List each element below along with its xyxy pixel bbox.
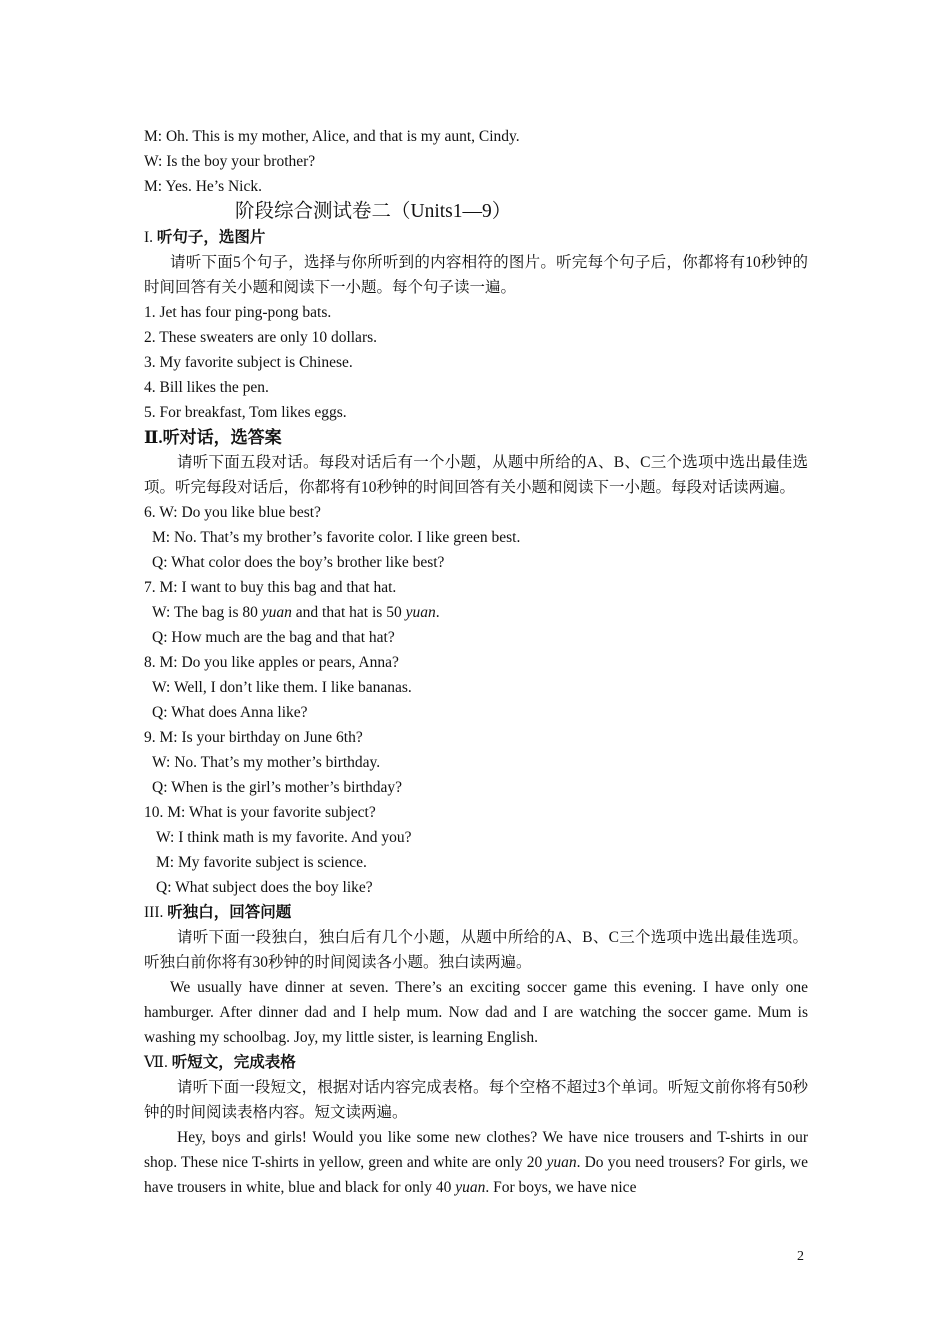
dialogue-line: Q: What subject does the boy like? [156,879,373,896]
dialogue-line: 6. W: Do you like blue best? [144,504,321,521]
italic-word: yuan [546,1154,577,1171]
question-item: 5. For breakfast, Tom likes eggs. [144,404,347,421]
dialogue-line: W: No. That’s my mother’s birthday. [152,754,381,771]
section-label: 听独白，回答问题 [167,904,292,921]
text-run: and that hat is 50 [291,604,406,621]
dialogue-line: M: No. That’s my brother’s favorite color. I like green best. [152,529,521,546]
section-number: Ⅱ. [144,428,163,447]
section-3-heading [144,900,808,925]
dialogue-line: M: Oh. This is my mother, Alice, and that is my aunt, Cindy. [144,128,520,145]
test-title: 阶段综合测试卷二（Units1—9） [235,201,512,222]
dialogue-line: 10. M: What is your favorite subject? [144,804,376,821]
section-7-instruction: 请听下面一段短文，根据对话内容完成表格。每个空格不超过3个单词。听短文前你将有50秒钟的时间阅读表格内容。短文读两遍。 [144,1079,808,1121]
question-item: 4. Bill likes the pen. [144,379,269,396]
text-run: Hey, boys and girls! Would you like some new clothes? We have nice trousers and T-shirts in our shop. These nice T-shirts in yellow, green and white are only 20 [144,1129,808,1171]
text-run: . For boys, we have nice [485,1179,637,1196]
question-item: 2. These sweaters are only 10 dollars. [144,329,378,346]
dialogue-line: W: I think math is my favorite. And you? [156,829,412,846]
text-run: W: The bag is 80 [152,604,262,621]
passage-text [144,1125,808,1200]
text-run: . Do you need trousers? For girls, we have trousers in white, blue and black for only 40 [144,1154,808,1196]
dialogue-line: W: Well, I don’t like them. I like bananas. [152,679,412,696]
dialogue-line [144,600,808,625]
section-1-instruction: 请听下面5个句子，选择与你所听到的内容相符的图片。听完每个句子后，你都将有10秒钟的时间回答有关小题和阅读下一小题。每个句子读一遍。 [144,254,808,296]
dialogue-line: 9. M: Is your birthday on June 6th? [144,729,363,746]
section-label: 听句子，选图片 [156,229,266,246]
question-item: 1. Jet has four ping-pong bats. [144,304,332,321]
section-2-heading [144,425,808,450]
section-2-instruction: 请听下面五段对话。每段对话后有一个小题，从题中所给的A、B、C三个选项中选出最佳选项。听完每段对话后，你都将有10秒钟的时间回答有关小题和阅读下一小题。每段对话读两遍。 [144,454,808,496]
italic-word: yuan [261,604,292,621]
text-run: . [435,604,440,621]
section-number: I. [144,229,154,246]
italic-word: yuan [455,1179,486,1196]
section-number: Ⅶ. [144,1054,168,1071]
section-7-heading [144,1050,808,1075]
dialogue-line: W: Is the boy your brother? [144,153,316,170]
section-label: 听短文，完成表格 [171,1054,296,1071]
question-item: 3. My favorite subject is Chinese. [144,354,353,371]
monologue-passage: We usually have dinner at seven. There’s an exciting soccer game this evening. I have only one hamburger. After dinner dad and I help mum. Now dad and I are watching the soccer game. Mum is washing my schoolbag. Joy, my little sister, is learning English. [144,979,808,1046]
dialogue-line: 8. M: Do you like apples or pears, Anna? [144,654,399,671]
section-3-instruction: 请听下面一段独白，独白后有几个小题，从题中所给的A、B、C三个选项中选出最佳选项。听独白前你将有30秒钟的时间阅读各小题。独白读两遍。 [144,929,808,971]
dialogue-line: M: My favorite subject is science. [156,854,367,871]
dialogue-line: M: Yes. He’s Nick. [144,178,262,195]
section-1-heading [144,225,808,250]
dialogue-line: Q: What does Anna like? [152,704,308,721]
dialogue-line: 7. M: I want to buy this bag and that hat. [144,579,397,596]
page-content [144,124,808,1200]
page-number: 2 [797,1249,804,1264]
dialogue-line: Q: When is the girl’s mother’s birthday? [152,779,402,796]
section-number: III. [144,904,164,921]
dialogue-line: Q: What color does the boy’s brother like best? [152,554,445,571]
dialogue-line: Q: How much are the bag and that hat? [152,629,395,646]
italic-word: yuan [405,604,436,621]
section-label: 听对话，选答案 [162,428,282,447]
